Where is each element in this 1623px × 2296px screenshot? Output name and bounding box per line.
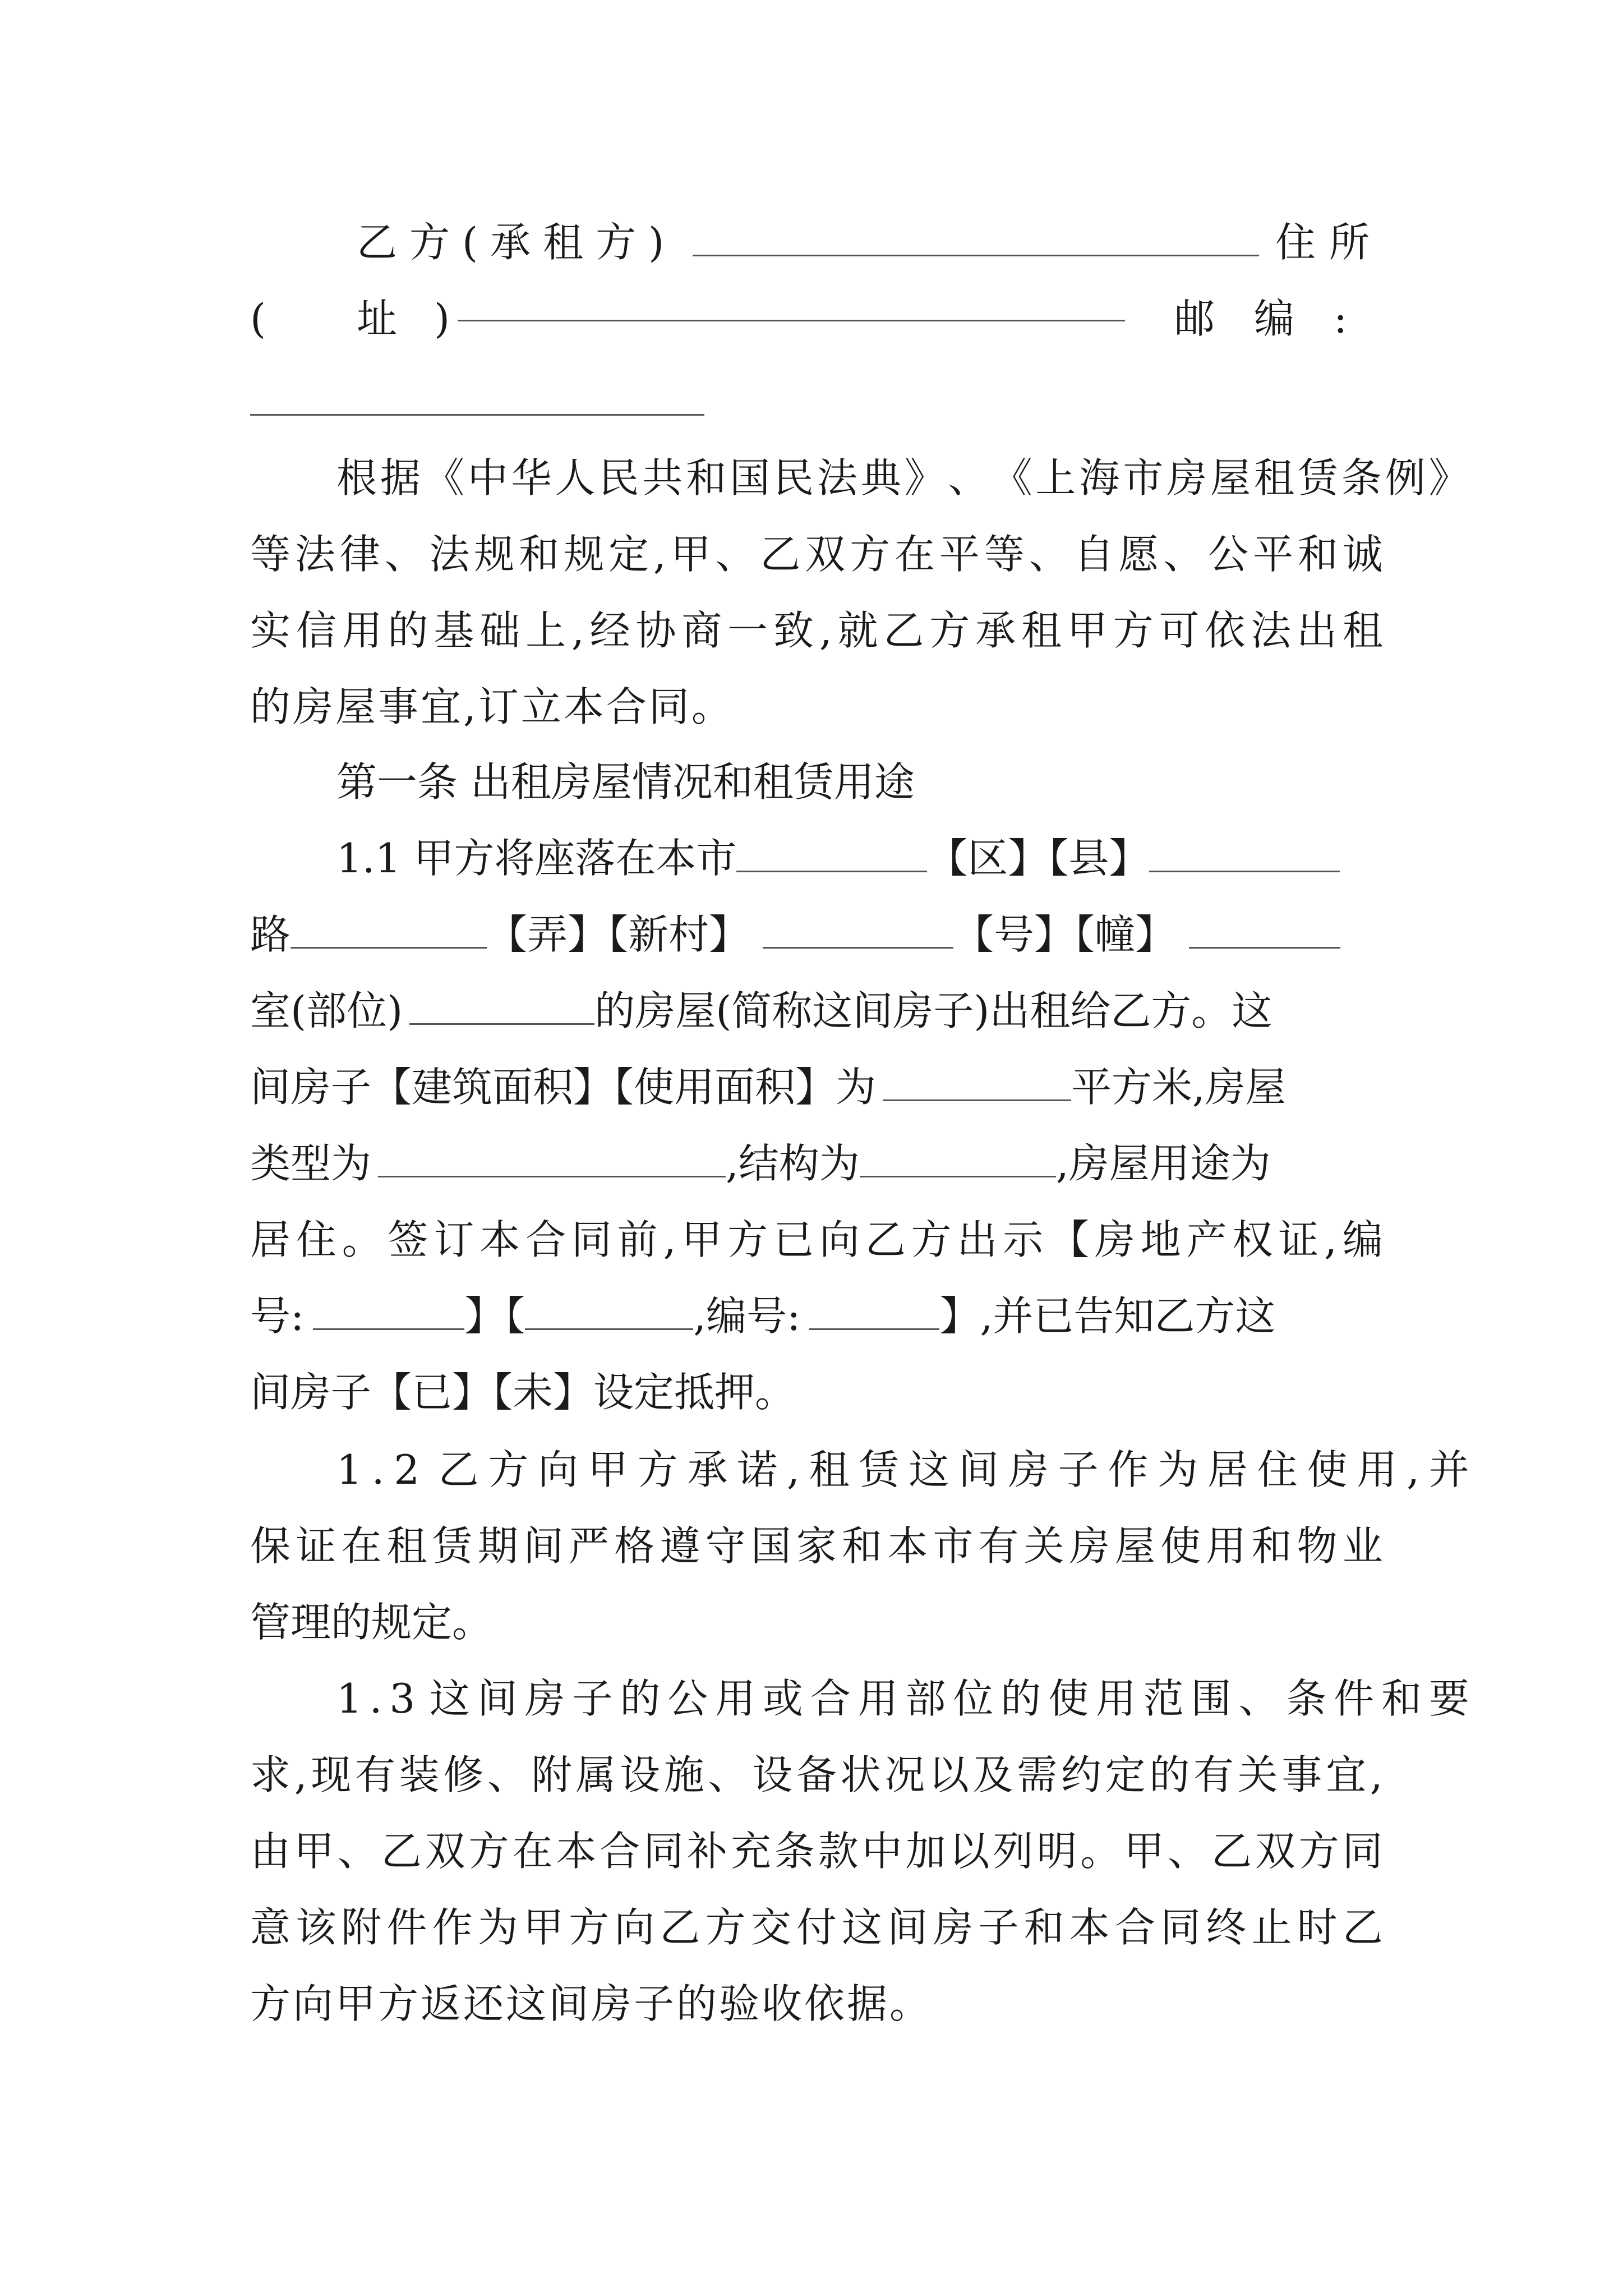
clause-1-1-line-7 — [250, 1282, 1383, 1350]
road-label: 路 — [250, 911, 291, 958]
bracket-close-open: 】【 — [464, 1292, 525, 1340]
clause-1-1-line-5 — [250, 1130, 1383, 1197]
house-type-blank[interactable] — [378, 1141, 726, 1177]
clause-1-1-line-8: 间房子【已】【未】设定抵押。 — [250, 1369, 796, 1416]
article-1-title: 第一条 出租房屋情况和租赁用途 — [336, 758, 915, 806]
number-blank[interactable] — [763, 912, 953, 949]
area-unit-label: 平方米,房屋 — [1071, 1064, 1286, 1111]
postcode-colon: : — [1334, 295, 1348, 342]
postcode-blank[interactable] — [250, 414, 704, 416]
structure-blank[interactable] — [860, 1141, 1056, 1177]
party-b-label: 乙方(承租方) — [357, 219, 677, 266]
lane-blank[interactable] — [291, 912, 487, 949]
clause-1-1-line-4 — [250, 1053, 1383, 1121]
party-b-line — [357, 209, 1383, 276]
address-blank[interactable] — [458, 285, 1125, 321]
room-label: 室(部位) — [250, 987, 403, 1034]
residence-label: 住所 — [1275, 219, 1383, 266]
area-label: 间房子【建筑面积】【使用面积】为 — [250, 1064, 877, 1111]
address-open-paren: ( — [250, 295, 266, 342]
postcode-label: 邮编 — [1174, 295, 1334, 342]
other-number-label: ,编号: — [693, 1292, 801, 1340]
clause-1-2-line-2: 保 证 在 租 赁 期 间 严 格 遵 守 国 家 和 本 市 有 关 房 屋 使 用 和 物 业 — [250, 1522, 1383, 1570]
structure-label: ,结构为 — [726, 1140, 860, 1187]
house-lease-text: 的房屋(简称这间房子)出租给乙方。这 — [594, 987, 1272, 1034]
clause-1-1-line-3 — [250, 977, 1383, 1045]
clause-1-1-line-2 — [250, 901, 1383, 968]
house-type-label: 类型为 — [250, 1140, 372, 1187]
mortgage-notice-text: 】,并已告知乙方这 — [939, 1292, 1276, 1340]
clause-1-3-line-3: 由 甲 、 乙 双 方 在 本 合 同 补 充 条 款 中 加 以 列 明 。 甲 、 乙 双 方 同 — [250, 1828, 1383, 1875]
preamble-line-4: 的房屋事宜,订立本合同。 — [250, 683, 734, 730]
preamble-line-3: 实 信 用 的 基 础 上 , 经 协 商 一 致 , 就 乙 方 承 租 甲 方 可 依 法 出 租 — [250, 607, 1383, 654]
clause-1-3-line-1: 1 . 3 这 间 房 子 的 公 用 或 合 用 部 位 的 使 用 范 围 、 条 件 和 要 — [336, 1675, 1469, 1722]
clause-1-3-line-2: 求 , 现 有 装 修 、 附 属 设 施 、 设 备 状 况 以 及 需 约 定 的 有 关 事 宜 , — [250, 1751, 1383, 1798]
clause-1-2-line-1: 1 . 2 乙 方 向 甲 方 承 诺 , 租 赁 这 间 房 子 作 为 居 住 使 用 , 并 — [336, 1446, 1469, 1493]
cert-number-blank[interactable] — [313, 1294, 464, 1330]
road-blank[interactable] — [1149, 836, 1340, 872]
district-county-label: 【区】【县】 — [927, 835, 1150, 882]
number-building-label: 【号】【幢】 — [953, 911, 1176, 958]
address-label: 址 — [357, 295, 398, 342]
party-b-name-blank[interactable] — [693, 220, 1259, 256]
clause-1-1-intro: 1.1 甲方将座落在本市 — [336, 835, 737, 882]
usage-label: ,房屋用途为 — [1055, 1140, 1271, 1187]
clause-1-1-line-1 — [250, 825, 1469, 892]
preamble-line-1: 根 据 《 中 华 人 民 共 和 国 民 法 典 》 、 《 上 海 市 房 屋 租 赁 条 例 》 — [336, 454, 1469, 501]
clause-1-3-line-4: 意 该 附 件 作 为 甲 方 向 乙 方 交 付 这 间 房 子 和 本 合 同 终 止 时 乙 — [250, 1904, 1383, 1951]
lane-village-label: 【弄】【新村】 — [487, 911, 750, 958]
room-part-blank[interactable] — [409, 988, 594, 1025]
address-line — [250, 285, 1383, 352]
address-close-paren: ) — [434, 295, 450, 342]
other-cert-blank[interactable] — [525, 1294, 693, 1330]
cert-number-label: 号: — [250, 1292, 305, 1340]
clause-1-1-line-6: 居 住 。 签 订 本 合 同 前 , 甲 方 已 向 乙 方 出 示 【 房 地 产 权 证 , 编 — [250, 1216, 1383, 1263]
other-number-blank[interactable] — [809, 1294, 939, 1330]
clause-1-3-line-5: 方向甲方返还这间房子的验收依据。 — [250, 1980, 933, 2027]
area-blank[interactable] — [883, 1065, 1071, 1101]
preamble-line-2: 等 法 律 、 法 规 和 规 定 , 甲 、 乙 双 方 在 平 等 、 自 愿 、 公 平 和 诚 — [250, 531, 1383, 578]
district-blank[interactable] — [736, 836, 927, 872]
clause-1-2-line-3: 管理的规定。 — [250, 1599, 493, 1646]
room-blank[interactable] — [1189, 912, 1340, 949]
